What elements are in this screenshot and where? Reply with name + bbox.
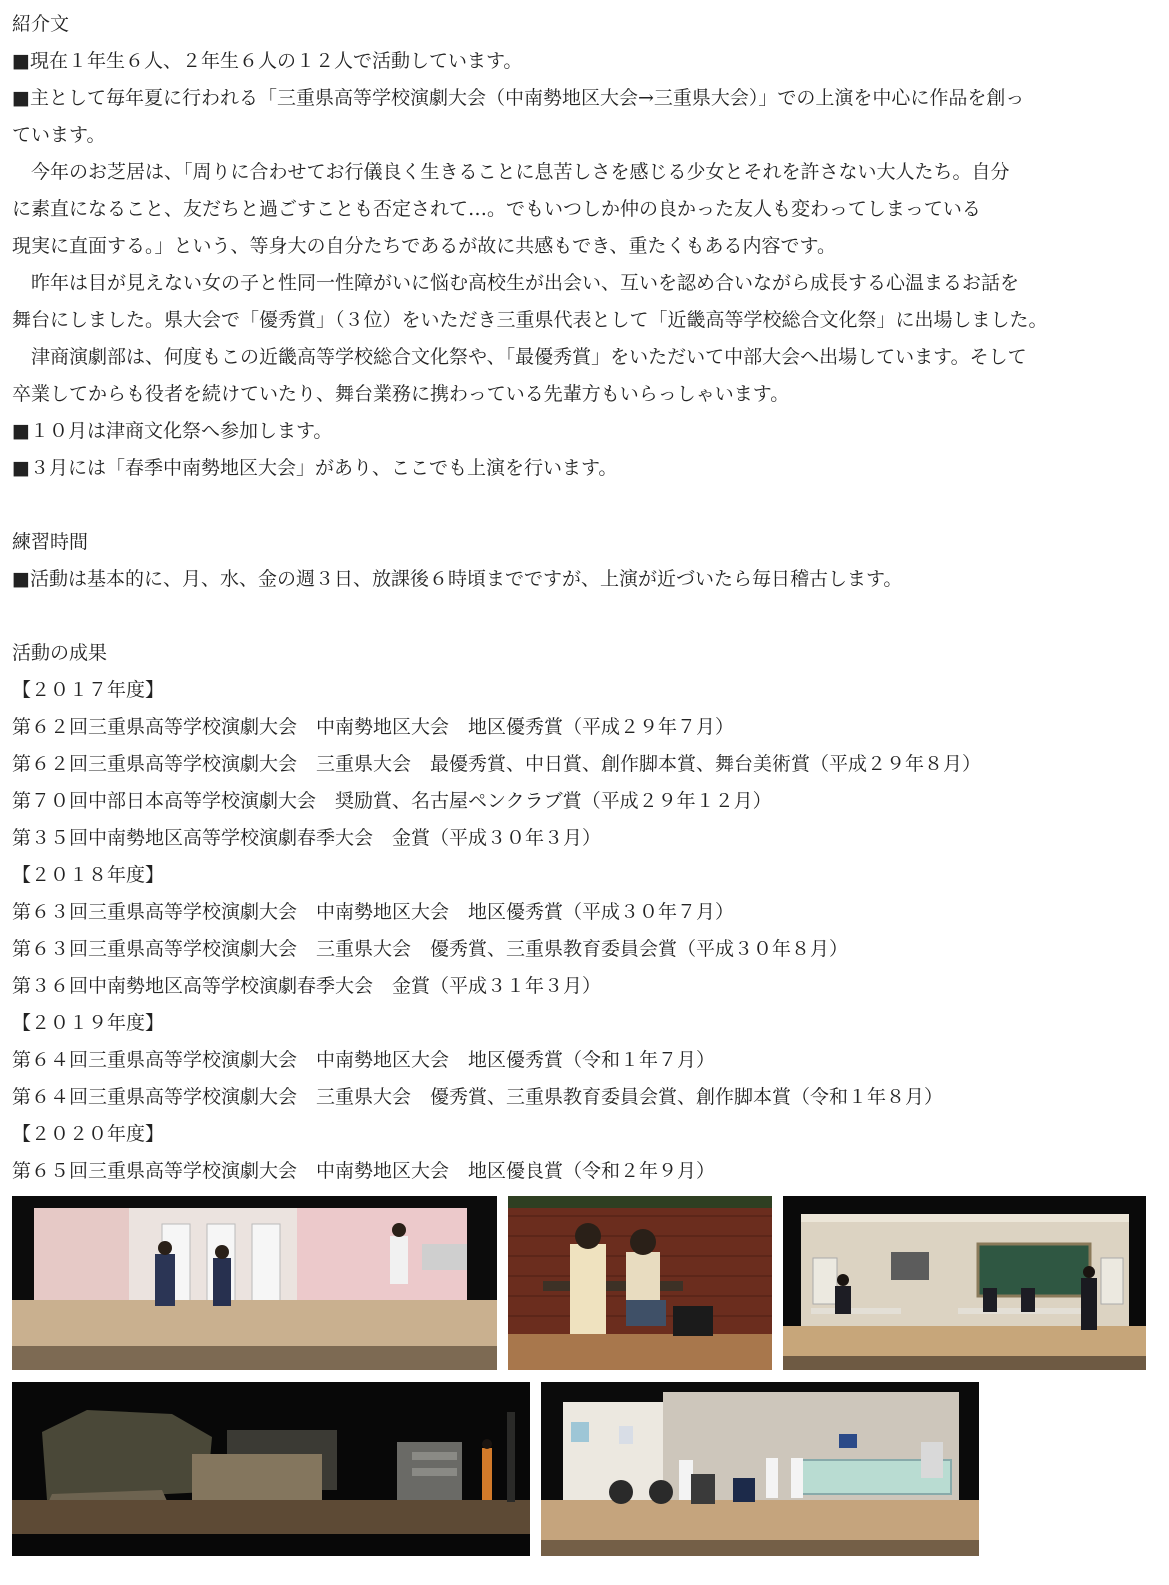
- results-year: 【２０１７年度】: [12, 679, 165, 701]
- intro-line: 舞台にしました。県大会で「優秀賞」（３位）をいただき三重県代表として「近畿高等学校総合文化祭」に出場しました。: [12, 309, 1048, 331]
- spacer: [12, 487, 1162, 524]
- intro-line: 今年のお芝居は、「周りに合わせてお行儀良く生きることに息苦しさを感じる少女とそれを許さない大人たち。自分: [12, 161, 1010, 183]
- results-line: 第３５回中南勢地区高等学校演劇春季大会 金賞（平成３０年３月）: [12, 827, 602, 849]
- intro-line: 津商演劇部は、何度もこの近畿高等学校総合文化祭や、「最優秀賞」をいただいて中部大会へ出場しています。そして: [12, 346, 1027, 368]
- results-line: 第３６回中南勢地区高等学校演劇春季大会 金賞（平成３１年３月）: [12, 975, 602, 997]
- results-line: 第６４回三重県高等学校演劇大会 中南勢地区大会 地区優秀賞（令和１年７月）: [12, 1049, 716, 1071]
- intro-line: 卒業してからも役者を続けていたり、舞台業務に携わっている先輩方もいらっしゃいます。: [12, 383, 790, 405]
- intro-line: ■現在１年生６人、２年生６人の１２人で活動しています。: [12, 50, 523, 72]
- practice-line: ■活動は基本的に、月、水、金の週３日、放課後６時頃までですが、上演が近づいたら毎日稽古します。: [12, 568, 903, 590]
- intro-heading: 紹介文: [12, 13, 70, 35]
- results-year: 【２０１８年度】: [12, 864, 165, 886]
- practice-heading: 練習時間: [12, 531, 89, 553]
- results-line: 第６５回三重県高等学校演劇大会 中南勢地区大会 地区優良賞（令和２年９月）: [12, 1160, 716, 1182]
- intro-line: ■３月には「春季中南勢地区大会」があり、ここでも上演を行います。: [12, 457, 618, 479]
- results-year: 【２０２０年度】: [12, 1123, 165, 1145]
- stage-photo-hospital: [541, 1382, 979, 1556]
- stage-photo-pink-set: [12, 1196, 497, 1370]
- stage-photo-tent: [12, 1382, 530, 1556]
- results-line: 第６４回三重県高等学校演劇大会 三重県大会 優秀賞、三重県教育委員会賞、創作脚本賞（令和１年８月）: [12, 1086, 944, 1108]
- results-line: 第６３回三重県高等学校演劇大会 三重県大会 優秀賞、三重県教育委員会賞（平成３０年８月）: [12, 938, 849, 960]
- intro-line: ています。: [12, 124, 106, 146]
- results-year: 【２０１９年度】: [12, 1012, 165, 1034]
- results-heading: 活動の成果: [12, 642, 108, 664]
- intro-line: 現実に直面する。」という、等身大の自分たちであるが故に共感もでき、重たくもある内容です。: [12, 235, 837, 257]
- intro-line: 昨年は目が見えない女の子と性同一性障がいに悩む高校生が出会い、互いを認め合いながら成長する心温まるお話を: [12, 272, 1020, 294]
- intro-line: に素直になること、友だちと過ごすことも否定されて…。でもいつしか仲の良かった友人も変わってしまっている: [12, 198, 981, 220]
- document-body: [12, 6, 1162, 1190]
- stage-photo-classroom: [783, 1196, 1146, 1370]
- spacer: [12, 598, 1162, 635]
- results-line: 第６３回三重県高等学校演劇大会 中南勢地区大会 地区優秀賞（平成３０年７月）: [12, 901, 735, 923]
- intro-line: ■主として毎年夏に行われる「三重県高等学校演劇大会（中南勢地区大会→三重県大会）」での上演を中心に作品を創っ: [12, 87, 1025, 109]
- results-line: 第６２回三重県高等学校演劇大会 三重県大会 最優秀賞、中日賞、創作脚本賞、舞台美術賞（平成２９年８月）: [12, 753, 982, 775]
- results-line: 第６２回三重県高等学校演劇大会 中南勢地区大会 地区優秀賞（平成２９年７月）: [12, 716, 735, 738]
- results-line: 第７０回中部日本高等学校演劇大会 奨励賞、名古屋ペンクラブ賞（平成２９年１２月）: [12, 790, 772, 812]
- stage-photo-bench: [508, 1196, 772, 1370]
- intro-line: ■１０月は津商文化祭へ参加します。: [12, 420, 333, 442]
